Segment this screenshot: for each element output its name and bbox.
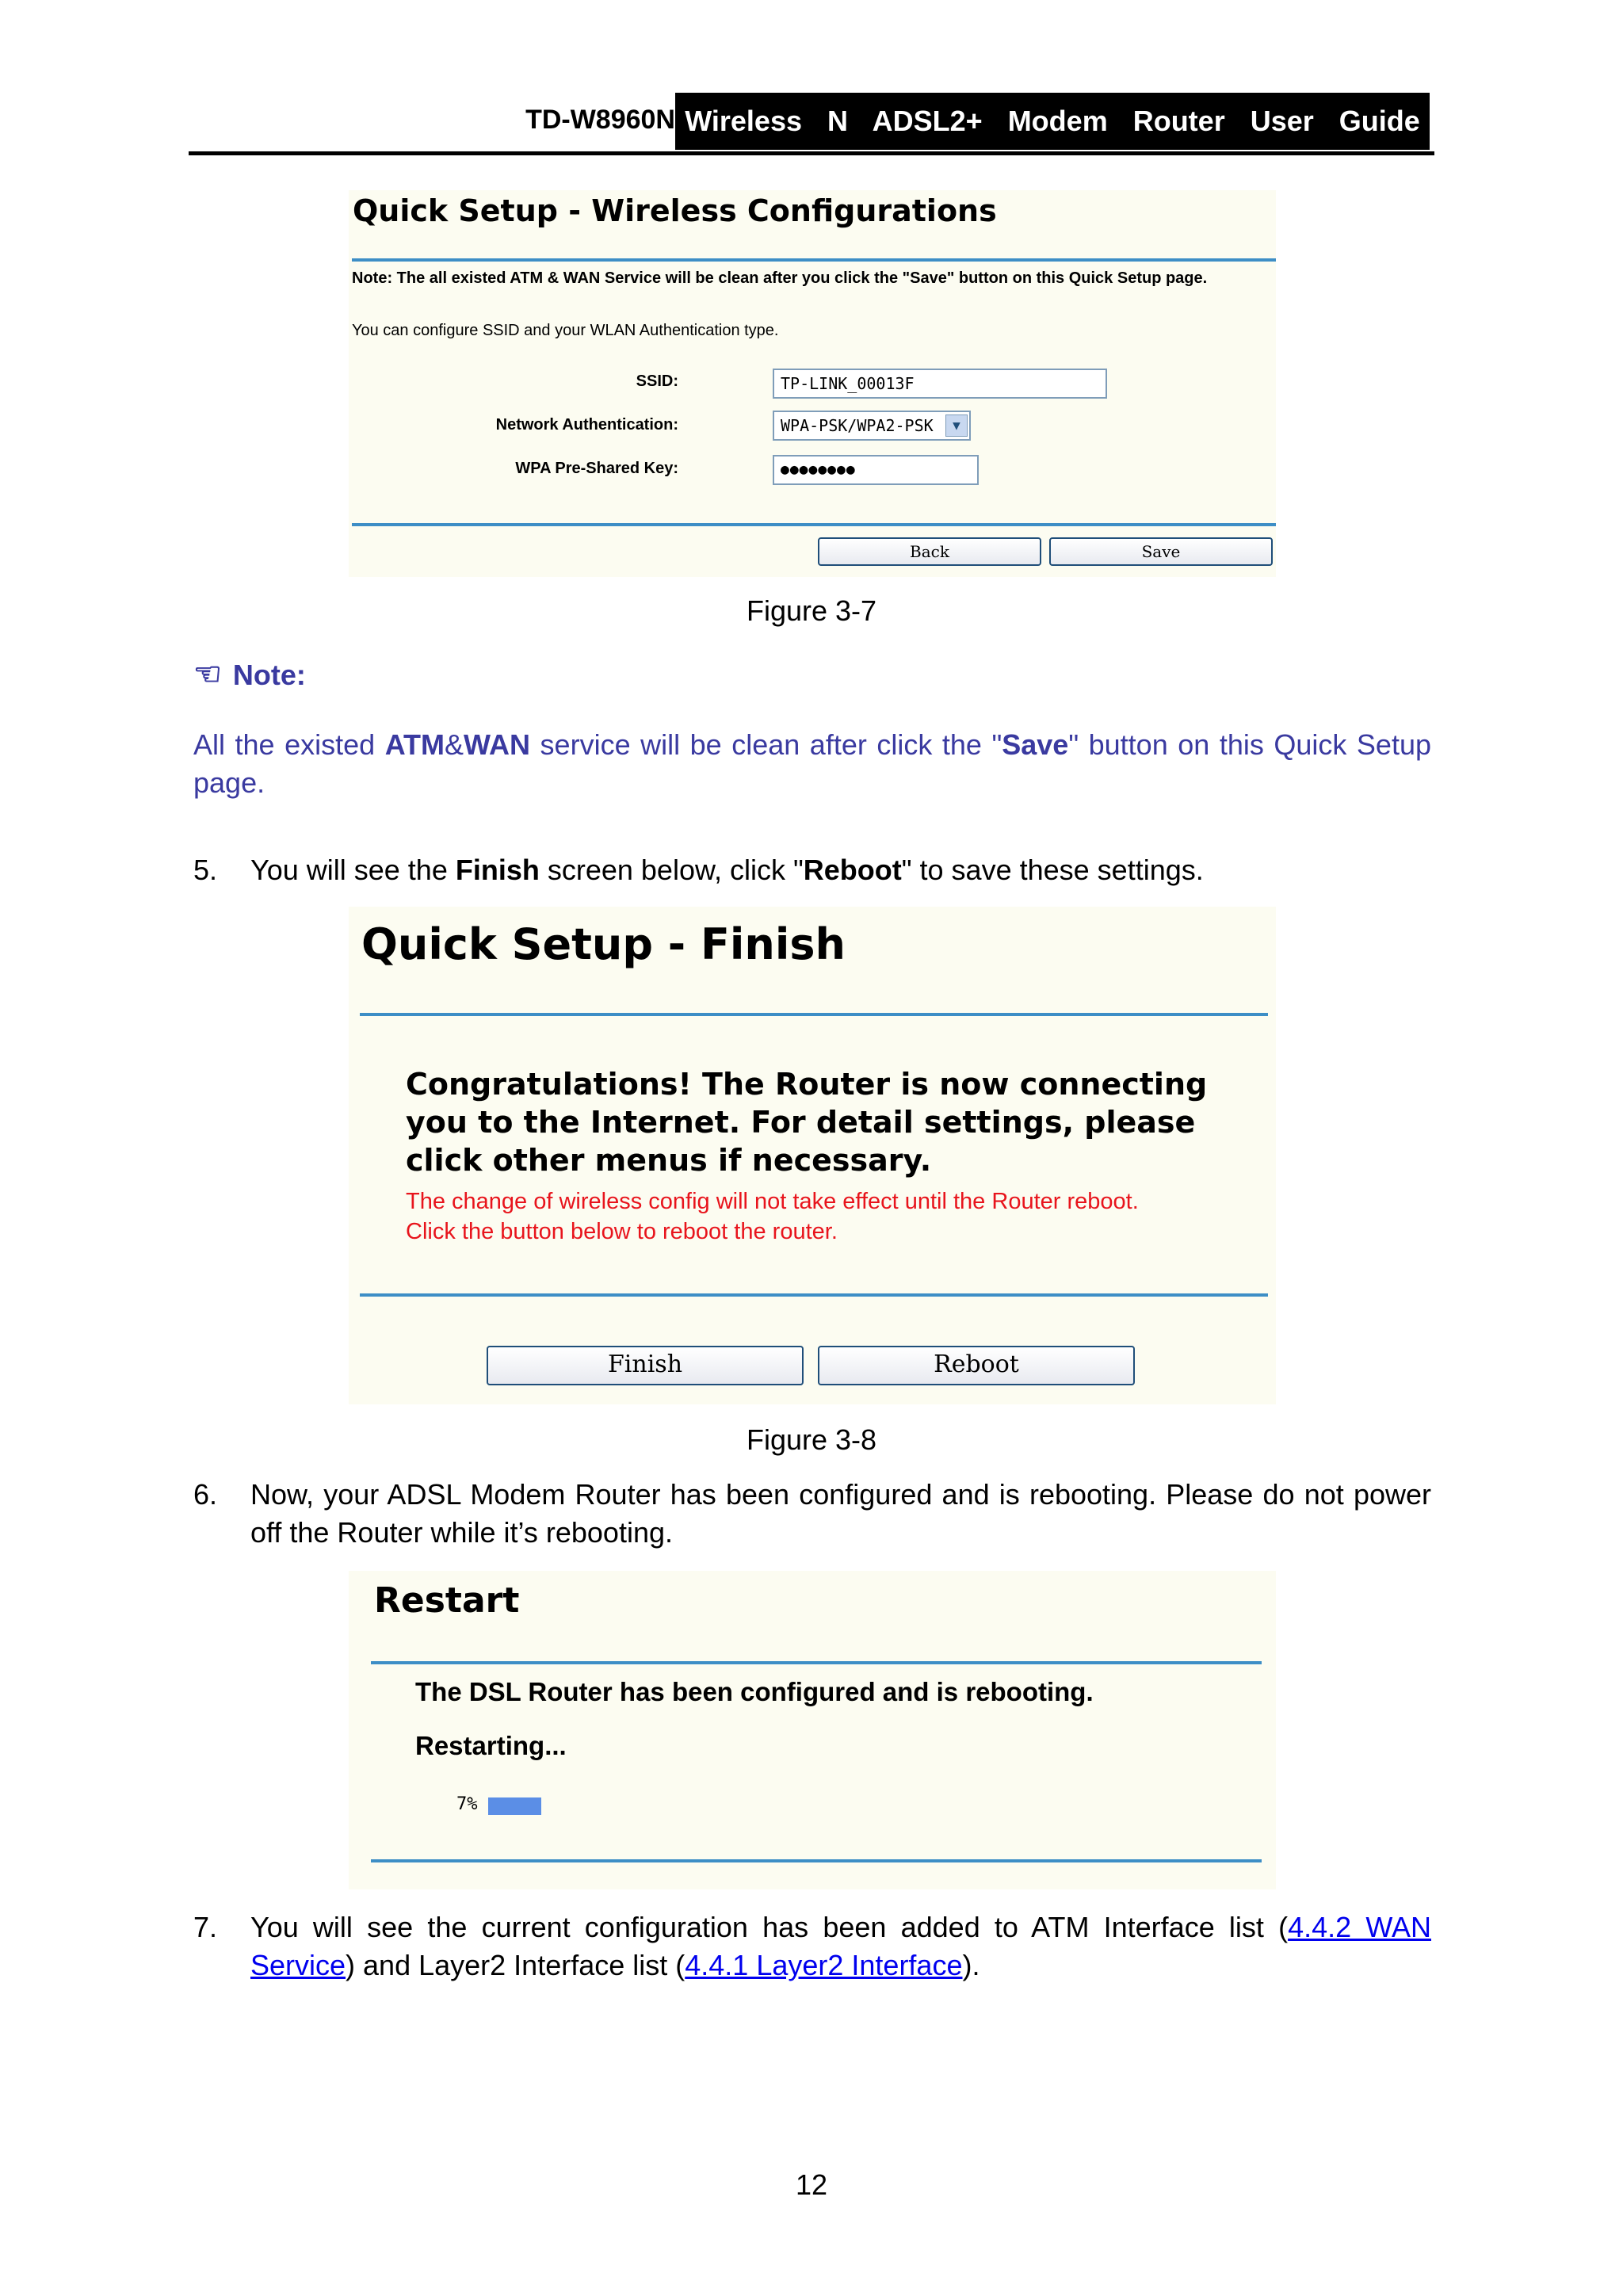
reboot-warning-1: The change of wireless config will not take effect until the Router reboot. bbox=[406, 1189, 1139, 1214]
pointing-hand-icon: ☜ bbox=[193, 657, 222, 692]
step-7-text-part: ). bbox=[962, 1949, 980, 1981]
note-text-bold: Save bbox=[1002, 728, 1069, 761]
congratulations-message: Congratulations! The Router is now connecting you to the Internet. For detail settings, please click other menus if necessary. bbox=[406, 1067, 1208, 1178]
step-5-bold: Finish bbox=[455, 854, 540, 886]
note-text-part: & bbox=[445, 728, 464, 761]
layer2-interface-link[interactable]: 4.4.1 Layer2 Interface bbox=[685, 1949, 963, 1981]
step-7-text-part: ) and Layer2 Interface list ( bbox=[346, 1949, 685, 1981]
page-number: 12 bbox=[795, 2168, 828, 2201]
step-5-number: 5. bbox=[193, 854, 218, 886]
step-5-text bbox=[250, 851, 1431, 889]
wireless-config-title: Quick Setup - Wireless Configurations bbox=[353, 193, 997, 228]
restart-title: Restart bbox=[374, 1580, 520, 1621]
restart-screenshot bbox=[349, 1571, 1276, 1889]
finish-form-divider bbox=[360, 1293, 1268, 1297]
finish-button[interactable]: Finish bbox=[487, 1346, 804, 1385]
guide-title-banner: Wireless N ADSL2+ Modem Router User Guide bbox=[675, 93, 1430, 150]
step-5-text-part: " to save these settings. bbox=[901, 854, 1204, 886]
progress-percent: 7% bbox=[456, 1794, 478, 1814]
reboot-warning-2: Click the button below to reboot the router. bbox=[406, 1219, 838, 1244]
form-divider bbox=[352, 523, 1276, 526]
save-button[interactable]: Save bbox=[1049, 537, 1273, 566]
network-authentication-value: WPA-PSK/WPA2-PSK bbox=[781, 416, 934, 435]
step-5-bold: Reboot bbox=[803, 854, 902, 886]
note-text-part: All the existed bbox=[193, 728, 385, 761]
restart-message: The DSL Router has been configured and is rebooting. bbox=[415, 1677, 1094, 1706]
finish-title-divider bbox=[360, 1013, 1268, 1016]
restart-bottom-divider bbox=[371, 1859, 1262, 1862]
note-heading-label: Note: bbox=[232, 659, 306, 691]
save-warning-note: Note: The all existed ATM & WAN Service will be clean after you click the "Save" button on this Quick Setup page. bbox=[352, 269, 1208, 287]
step-5-text-part: screen below, click " bbox=[539, 854, 804, 886]
progress-bar-fill bbox=[488, 1797, 541, 1815]
progress-bar-track bbox=[488, 1797, 1241, 1815]
wireless-config-screenshot bbox=[349, 190, 1276, 577]
wpa-key-input[interactable]: ●●●●●●●● bbox=[773, 455, 979, 485]
network-authentication-label: Network Authentication: bbox=[495, 416, 678, 434]
title-divider bbox=[352, 258, 1276, 262]
chevron-down-icon[interactable]: ▼ bbox=[945, 415, 968, 437]
header-rule bbox=[189, 151, 1434, 155]
wan-service-link[interactable]: 4.4.2 WAN Service bbox=[250, 1911, 1431, 1981]
reboot-button[interactable]: Reboot bbox=[818, 1346, 1135, 1385]
network-authentication-select[interactable] bbox=[773, 411, 971, 441]
step-6-text: Now, your ADSL Modem Router has been configured and is rebooting. Please do not power off the Router while it’s rebooting. bbox=[250, 1478, 1431, 1549]
note-text-part: service will be clean after click the " bbox=[530, 728, 1002, 761]
note-heading bbox=[193, 656, 306, 693]
restarting-status: Restarting... bbox=[415, 1731, 567, 1760]
step-7-text-part: You will see the current configuration has been added to ATM Interface list ( bbox=[250, 1911, 1289, 1943]
step-6-number: 6. bbox=[193, 1478, 218, 1511]
step-7-number: 7. bbox=[193, 1911, 218, 1943]
note-text-bold: ATM bbox=[384, 728, 445, 761]
step-5-text-part: You will see the bbox=[250, 854, 456, 886]
document-model: TD-W8960N bbox=[525, 105, 675, 135]
wpa-key-label: WPA Pre-Shared Key: bbox=[515, 460, 678, 477]
figure-3-8-caption: Figure 3-8 bbox=[746, 1423, 877, 1456]
restart-title-divider bbox=[371, 1661, 1262, 1664]
figure-3-7-caption: Figure 3-7 bbox=[746, 594, 877, 627]
step-7-text bbox=[250, 1908, 1431, 1985]
note-text-bold: WAN bbox=[464, 728, 531, 761]
note-text-part: " button on this Quick Setup page. bbox=[193, 728, 1432, 799]
note-text bbox=[193, 726, 1431, 802]
ssid-label: SSID: bbox=[636, 372, 678, 390]
ssid-input[interactable]: TP-LINK_00013F bbox=[773, 369, 1107, 399]
back-button[interactable]: Back bbox=[818, 537, 1041, 566]
quick-setup-finish-screenshot bbox=[349, 907, 1276, 1404]
finish-title: Quick Setup - Finish bbox=[361, 919, 846, 969]
config-intro-text: You can configure SSID and your WLAN Authentication type. bbox=[352, 322, 779, 339]
